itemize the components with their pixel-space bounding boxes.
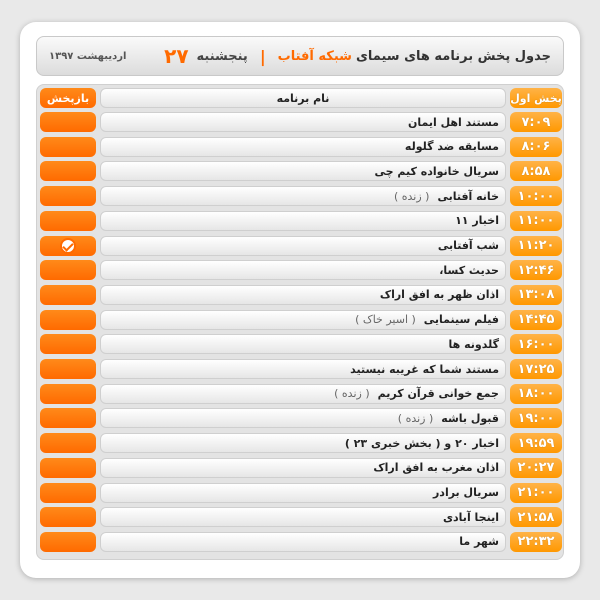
- row-time: ۱۸:۰۰: [510, 384, 562, 404]
- row-time: ۱۴:۴۵: [510, 310, 562, 330]
- table-row: [40, 359, 562, 379]
- program-title: اخبار ۲۰ و ( بخش خبری ۲۳ ): [344, 436, 499, 450]
- row-time: ۷:۰۹: [510, 112, 562, 132]
- row-program-name: [100, 310, 506, 330]
- check-icon: [60, 238, 76, 254]
- row-rerun: [40, 112, 96, 132]
- row-rerun: [40, 507, 96, 527]
- table-row: [40, 310, 562, 330]
- row-rerun: [40, 408, 96, 428]
- row-time: ۱۲:۴۶: [510, 260, 562, 280]
- row-program-name: [100, 211, 506, 231]
- program-title: خانه آفتابی: [437, 189, 499, 203]
- program-note: ( زنده ): [397, 411, 434, 425]
- row-time: ۱۳:۰۸: [510, 285, 562, 305]
- row-rerun: [40, 359, 96, 379]
- program-title: فیلم سینمایی: [423, 313, 499, 327]
- table-row: [40, 186, 562, 206]
- program-title: حدیث کسا،: [439, 263, 499, 277]
- row-time: ۱۱:۲۰: [510, 236, 562, 256]
- row-program-name: [100, 161, 506, 181]
- row-program-name: [100, 236, 506, 256]
- row-program-name: [100, 137, 506, 157]
- row-program-name: [100, 408, 506, 428]
- row-program-name: [100, 384, 506, 404]
- header-day: ۲۷: [164, 44, 189, 68]
- table-row: [40, 260, 562, 280]
- header-weekday: پنجشنبه: [196, 48, 248, 64]
- row-time: ۲۲:۳۲: [510, 532, 562, 552]
- table-header-row: [40, 88, 562, 108]
- row-program-name: [100, 285, 506, 305]
- table-row: [40, 161, 562, 181]
- row-program-name: [100, 458, 506, 478]
- table-row: [40, 137, 562, 157]
- row-rerun: [40, 260, 96, 280]
- schedule-table: [36, 84, 564, 560]
- row-time: ۸:۵۸: [510, 161, 562, 181]
- row-program-name: [100, 507, 506, 527]
- program-title: اخبار ۱۱: [455, 214, 499, 228]
- header-network: شبکه آفتاب: [277, 48, 352, 64]
- row-rerun: [40, 236, 96, 256]
- row-rerun: [40, 161, 96, 181]
- row-rerun: [40, 532, 96, 552]
- program-title: گلدونه ها: [448, 337, 499, 351]
- row-time: ۲۱:۵۸: [510, 507, 562, 527]
- row-rerun: [40, 211, 96, 231]
- row-program-name: [100, 112, 506, 132]
- row-time: ۱۹:۰۰: [510, 408, 562, 428]
- program-title: شب آفتابی: [437, 239, 499, 252]
- header-title: جدول پخش برنامه های سیمای: [355, 48, 551, 64]
- row-time: ۸:۰۶: [510, 137, 562, 157]
- table-row: [40, 334, 562, 354]
- program-title: اینجا آبادی: [442, 510, 499, 524]
- row-rerun: [40, 458, 96, 478]
- program-note: ( زنده ): [334, 387, 370, 401]
- program-note: ( زنده ): [393, 189, 430, 203]
- table-row: [40, 532, 562, 552]
- program-title: مستند اهل ایمان: [407, 115, 499, 129]
- table-row: [40, 433, 562, 453]
- program-title: شهر ما: [459, 535, 499, 549]
- table-row: [40, 236, 562, 256]
- row-time: ۱۶:۰۰: [510, 334, 562, 354]
- program-title: اذان ظهر به افق اراک: [379, 288, 499, 302]
- header-separator: |: [259, 46, 266, 66]
- program-title: جمع خوانی قرآن کریم: [377, 387, 499, 401]
- table-row: [40, 384, 562, 404]
- header-month-year: اردیبهشت ۱۳۹۷: [49, 50, 127, 62]
- program-title: سریال برادر: [432, 486, 499, 499]
- table-row: [40, 507, 562, 527]
- table-row: [40, 112, 562, 132]
- row-program-name: [100, 260, 506, 280]
- row-rerun: [40, 433, 96, 453]
- column-header-time: پخش اول: [510, 88, 562, 108]
- column-header-name: نام برنامه: [100, 88, 506, 108]
- program-note: ( اسیر خاک ): [355, 313, 416, 327]
- row-program-name: [100, 359, 506, 379]
- program-title: اذان مغرب به افق اراک: [373, 461, 499, 475]
- row-program-name: [100, 483, 506, 503]
- row-rerun: [40, 137, 96, 157]
- row-program-name: [100, 186, 506, 206]
- row-rerun: [40, 285, 96, 305]
- row-program-name: [100, 334, 506, 354]
- row-time: ۲۱:۰۰: [510, 483, 562, 503]
- row-program-name: [100, 433, 506, 453]
- program-title: مسابقه ضد گلوله: [404, 140, 499, 154]
- row-rerun: [40, 186, 96, 206]
- program-title: مستند شما که غریبه نیستید: [350, 362, 499, 376]
- column-header-rerun: بازپخش: [40, 88, 96, 108]
- table-row: [40, 211, 562, 231]
- row-rerun: [40, 310, 96, 330]
- table-row: [40, 285, 562, 305]
- row-time: ۱۹:۵۹: [510, 433, 562, 453]
- row-rerun: [40, 384, 96, 404]
- row-time: ۲۰:۲۷: [510, 458, 562, 478]
- schedule-header: [36, 36, 564, 76]
- table-row: [40, 483, 562, 503]
- table-row: [40, 408, 562, 428]
- row-program-name: [100, 532, 506, 552]
- row-time: ۱۱:۰۰: [510, 211, 562, 231]
- row-time: ۱۰:۰۰: [510, 186, 562, 206]
- table-row: [40, 458, 562, 478]
- row-rerun: [40, 334, 96, 354]
- row-time: ۱۷:۲۵: [510, 359, 562, 379]
- program-title: قبول باشه: [441, 411, 499, 425]
- program-title: سریال خانواده کیم چی: [374, 164, 499, 178]
- row-rerun: [40, 483, 96, 503]
